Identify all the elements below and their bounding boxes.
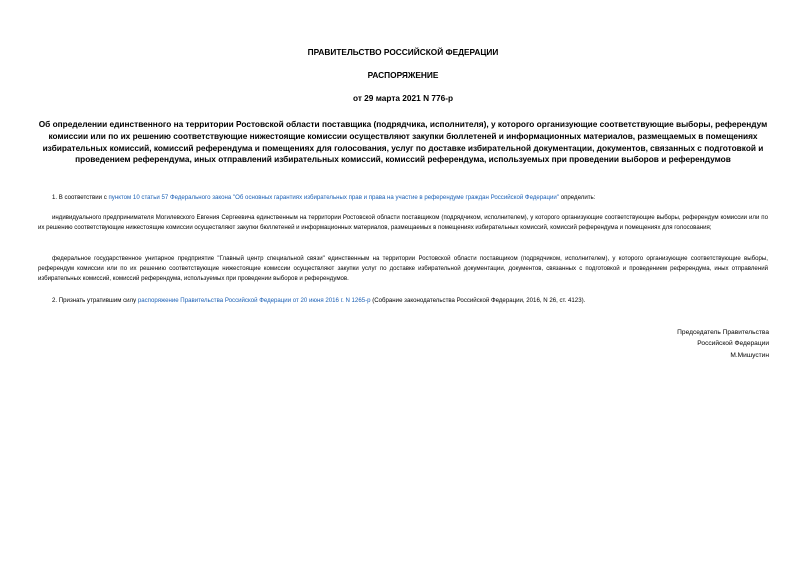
document-date-number: от 29 марта 2021 N 776-р bbox=[352, 93, 454, 103]
paragraph-1-suffix: определить: bbox=[559, 194, 596, 201]
paragraph-4 bbox=[38, 296, 768, 306]
signature-name: М.Мишустин bbox=[730, 351, 769, 359]
paragraph-1-prefix: 1. В соответствии с bbox=[52, 194, 109, 201]
signature-position: Председатель Правительства bbox=[677, 329, 769, 336]
paragraph-2: индивидуального предпринимателя Могилевского Евгения Сергеевича единственным на территории Ростовской области поставщиком (подрядчиком, исполнителем), у которого организующие соответствующие выборы, референдум комиссии или по их решению соответствующие нижестоящие комиссии осуществляют закупки бюллетеней и информационных материалов, размещаемых в помещениях избирательных комиссий, комиссий референдума и помещениях для голосования; bbox=[38, 214, 768, 232]
document-kind-heading: РАСПОРЯЖЕНИЕ bbox=[367, 70, 439, 80]
repealed-order-link[interactable]: распоряжение Правительства Российской Федерации от 20 июня 2016 г. N 1265-р bbox=[137, 297, 371, 304]
paragraph-4-suffix: (Собрание законодательства Российской Федерации, 2016, N 26, ст. 4123). bbox=[370, 297, 586, 304]
document-title: Об определении единственного на территории Ростовской области поставщика (подрядчика, исполнителя), у которого организующие соответствующие выборы, референдум комиссии или по их решению соответствующие нижестоящие комиссии осуществляют закупки бюллетеней и информационных материалов, размещаемых в помещениях избирательных комиссий, комиссий референдума и помещениях для голосования, услуг по доставке избирательной документации, документов, связанных с подготовкой и проведением референдума, иных отправлений избирательных комиссий, комиссий референдума, используемых при проведении выборов и референдумов bbox=[38, 119, 768, 165]
paragraph-4-prefix: 2. Признать утратившим силу bbox=[52, 297, 138, 304]
signature-block bbox=[677, 327, 769, 361]
signature-country: Российской Федерации bbox=[697, 340, 769, 348]
government-heading: ПРАВИТЕЛЬСТВО РОССИЙСКОЙ ФЕДЕРАЦИИ bbox=[307, 47, 499, 57]
paragraph-1 bbox=[38, 193, 768, 203]
paragraph-3: федеральное государственное унитарное предприятие "Главный центр специальной связи" единственным на территории Ростовской области поставщиком (подрядчиком, исполнителем), у которого организующие соответствующие выборы, референдум комиссии или по их решению соответствующие нижестоящие комиссии осуществляют закупки услуг по доставке избирательной документации, документов, связанных с подготовкой и проведением референдума, иных отправлений избирательных комиссий, комиссий референдума, используемых при проведении выборов и референдумов. bbox=[38, 255, 768, 283]
federal-law-link[interactable]: пунктом 10 статьи 57 Федерального закона "Об основных гарантиях избирательных прав и права на участие в референдуме граждан Российской Федерации" bbox=[108, 194, 560, 201]
